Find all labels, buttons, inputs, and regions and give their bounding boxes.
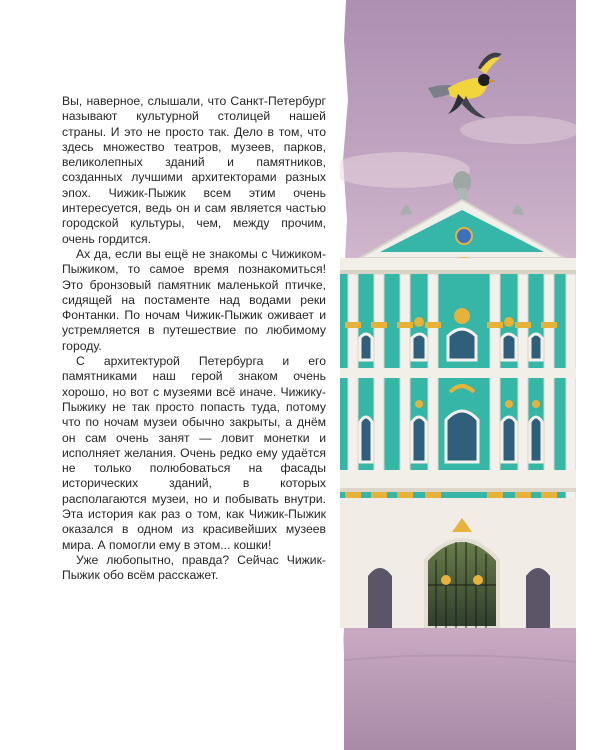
paragraph-museums: С архитектурой Петербурга и его памятниками наш герой знаком очень хорошо, но вот с музеями всё иначе. Чижику-Пыжику не так просто попасть туда, потому что по ночам музеи обычно закрыты, а днём он сам очень занят — ловит монетки и исполняет желания. Очень редко ему удаётся не только полюбоваться на фасады исторических зданий, в которых располагаются музеи, но и побывать внутри. Эта история как раз о том, как Чижик-Пыжик оказался в одном из красивейших музеев мира. А помогли ему в этом... кошки!: [62, 354, 326, 552]
paragraph-intro: Вы, наверное, слышали, что Санкт-Петербург называют культурной столицей нашей страны. И это не просто так. Дело в том, что здесь множество театров, музеев, парков, великолепных зданий и памятников, созданных лучшими архитекторами разных эпох. Чижик-Пыжик всем этим очень интересуется, ведь он и сам является частью городской культуры, чем, между прочим, очень гордится.: [62, 94, 326, 246]
paragraph-closing: Уже любопытно, правда? Сейчас Чижик-Пыжик обо всём расскажет.: [62, 552, 326, 583]
winter-palace-illustration: [340, 0, 576, 750]
palace-square: [344, 628, 576, 750]
article-text: [62, 94, 326, 584]
paragraph-about-siskin: Ах да, если вы ещё не знакомы с Чижиком-Пыжиком, то самое время познакомиться! Это бронзовый памятник маленькой птичке, сидящей на постаменте над водами реки Фонтанки. По ночам Чижик-Пыжик оживает и устремляется в путешествие по любимому городу.: [62, 246, 326, 353]
clock-icon: [456, 228, 472, 244]
palace-gate: [426, 540, 498, 628]
